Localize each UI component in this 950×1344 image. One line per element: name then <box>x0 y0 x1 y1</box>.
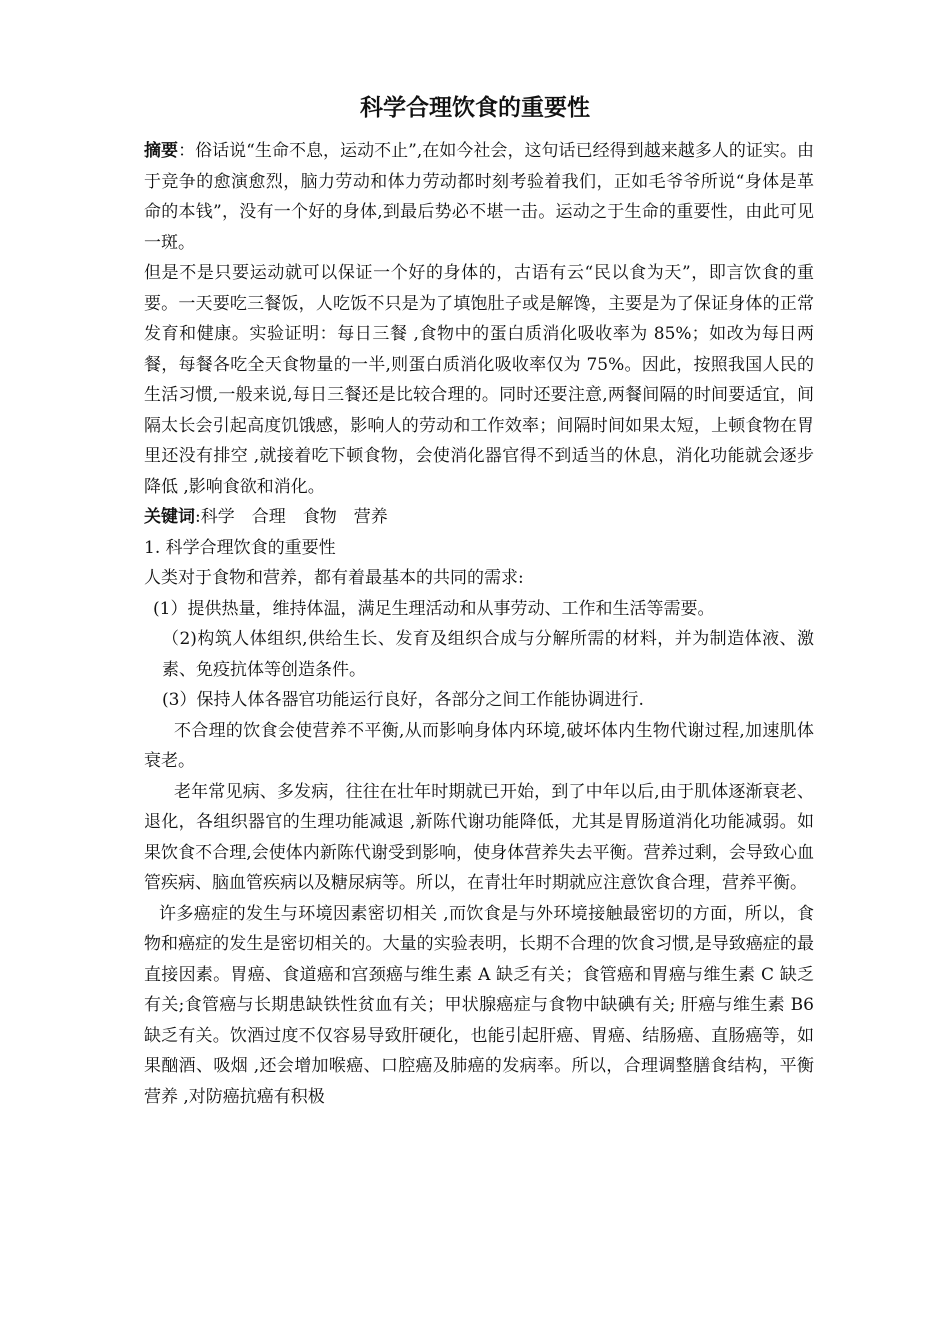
keywords-label: 关键词 <box>144 507 195 527</box>
abstract-text: 俗话说“生命不息，运动不止”,在如今社会，这句话已经得到越来越多人的证实。由于竞争的愈演愈烈，脑力劳动和体力劳动都时刻考验着我们，正如毛爷爷所说“身体是革命的本钱”，没有一个好的身体,到最后势必不堪一击。运动之于生命的重要性，由此可见一斑。 <box>144 141 814 253</box>
keywords-text: :科学 合理 食物 营养 <box>195 507 388 527</box>
paragraph-elderly: 老年常见病、多发病，往往在壮年时期就已开始，到了中年以后,由于肌体逐渐衰老、退化，各组织器官的生理功能减退 ,新陈代谢功能降低，尤其是胃肠道消化功能减弱。如果饮食不合理,会使体内新陈代谢受到影响，使身体营养失去平衡。营养过剩，会导致心血管疾病、脑血管疾病以及糖尿病等。所以，在青壮年时期就应注意饮食合理，营养平衡。 <box>144 781 814 893</box>
paragraph-cancer: 许多癌症的发生与环境因素密切相关 ,而饮食是与外环境接触最密切的方面，所以，食物和癌症的发生是密切相关的。大量的实验表明，长期不合理的饮食习惯,是导致癌症的最直接因素。胃癌、食道癌和宫颈癌与维生素 A 缺乏有关；食管癌和胃癌与维生素 C 缺乏有关;食管癌与长期患缺铁性贫血有关；甲状腺癌症与食物中缺碘有关; 肝癌与维生素 B6 缺乏有关。饮酒过度不仅容易导致肝硬化，也能引起肝癌、胃癌、结肠癌、直肠癌等，如果酗酒、吸烟 ,还会增加喉癌、口腔癌及肺癌的发病率。所以，合理调整膳食结构，平衡营养 ,对防癌抗癌有积极 <box>144 903 814 1107</box>
abstract-colon: ： <box>178 141 196 161</box>
abstract-paragraph <box>144 136 814 258</box>
need-item-2: （2)构筑人体组织,供给生长、发育及组织合成与分解所需的材料，并为制造体液、激素、免疫抗体等创造条件。 <box>162 629 814 680</box>
section-heading: 1. 科学合理饮食的重要性 <box>144 537 336 558</box>
need-item-3: (3）保持人体各器官功能运行良好，各部分之间工作能协调进行. <box>162 690 644 710</box>
document-title: 科学合理饮食的重要性 <box>360 95 590 121</box>
section-intro: 人类对于食物和营养，都有着最基本的共同的需求: <box>144 568 524 588</box>
keywords-line <box>144 502 814 533</box>
abstract-paragraph-2: 但是不是只要运动就可以保证一个好的身体的，古语有云“民以食为天”，即言饮食的重要。一天要吃三餐饭，人吃饭不只是为了填饱肚子或是解馋，主要是为了保证身体的正常发育和健康。实验证明：每日三餐 ,食物中的蛋白质消化吸收率为 85%；如改为每日两餐，每餐各吃全天食物量的一半,则蛋白质消化吸收率仅为 75%。因此，按照我国人民的生活习惯,一般来说,每日三餐还是比较合理的。同时还要注意,两餐间隔的时间要适宜，间隔太长会引起高度饥饿感，影响人的劳动和工作效率；间隔时间如果太短，上顿食物在胃里还没有排空 ,就接着吃下顿食物，会使消化器官得不到适当的休息，消化功能就会逐步降低 ,影响食欲和消化。 <box>144 263 814 497</box>
document-body <box>144 136 814 1112</box>
abstract-label: 摘要 <box>144 141 179 161</box>
paragraph-imbalance: 不合理的饮食会使营养不平衡,从而影响身体内环境,破坏体内生物代谢过程,加速肌体衰老。 <box>144 720 814 771</box>
need-item-1: (1）提供热量，维持体温，满足生理活动和从事劳动、工作和生活等需要。 <box>153 598 715 619</box>
